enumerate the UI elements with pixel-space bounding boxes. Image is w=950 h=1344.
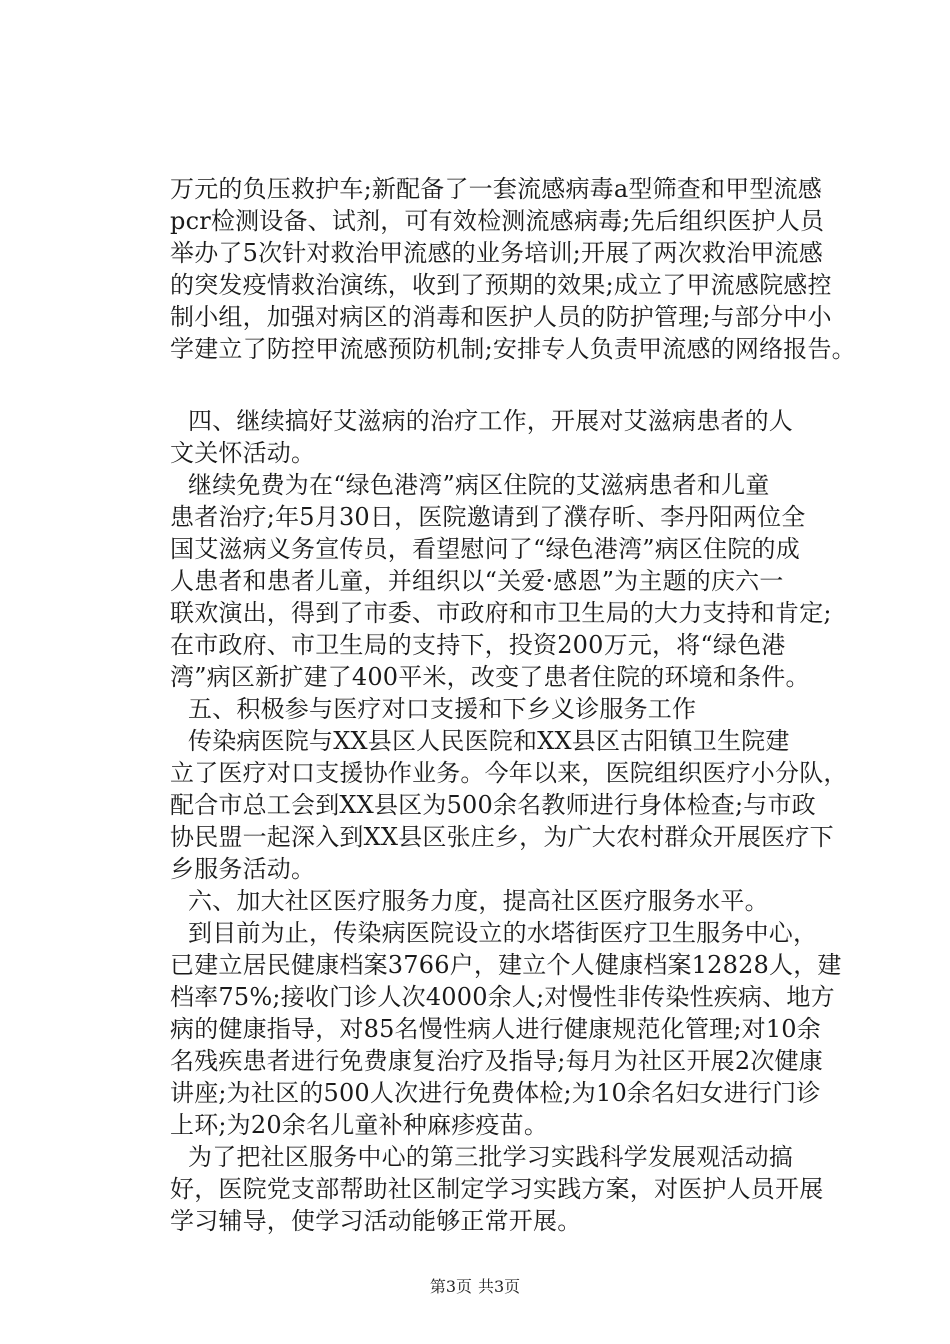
text-line: 配合市总工会到XX县区为500余名教师进行身体检查;与市政 bbox=[170, 791, 816, 819]
page-total: 共3页 bbox=[478, 1277, 521, 1296]
text-line: 学建立了防控甲流感预防机制;安排专人负责甲流感的网络报告。 bbox=[170, 335, 856, 363]
text-line: 文关怀活动。 bbox=[170, 439, 316, 467]
text-line: 已建立居民健康档案3766户，建立个人健康档案12828人，建 bbox=[170, 951, 842, 979]
text-line: 为了把社区服务中心的第三批学习实践科学发展观活动搞 bbox=[188, 1143, 793, 1171]
text-line: 到目前为止，传染病医院设立的水塔街医疗卫生服务中心， bbox=[188, 919, 818, 947]
text-line: 学习辅导，使学习活动能够正常开展。 bbox=[170, 1207, 582, 1235]
text-line: 湾”病区新扩建了400平米，改变了患者住院的环境和条件。 bbox=[170, 663, 810, 691]
text-line: 档率75%;接收门诊人次4000余人;对慢性非传染性疾病、地方 bbox=[170, 983, 835, 1011]
text-line: 立了医疗对口支援协作业务。今年以来，医院组织医疗小分队， bbox=[170, 759, 848, 787]
text-line: 传染病医院与XX县区人民医院和XX县区古阳镇卫生院建 bbox=[188, 727, 790, 755]
paragraph-gap bbox=[170, 365, 830, 405]
page-number: 第3页 bbox=[429, 1277, 472, 1296]
text-line: 国艾滋病义务宣传员，看望慰问了“绿色港湾”病区住院的成 bbox=[170, 535, 800, 563]
text-line: 好，医院党支部帮助社区制定学习实践方案，对医护人员开展 bbox=[170, 1175, 824, 1203]
text-line: 的突发疫情救治演练，收到了预期的效果;成立了甲流感院感控 bbox=[170, 271, 832, 299]
text-line: 制小组，加强对病区的消毒和医护人员的防护管理;与部分中小 bbox=[170, 303, 832, 331]
text-line: 在市政府、市卫生局的支持下，投资200万元，将“绿色港 bbox=[170, 631, 786, 659]
text-line: 五、积极参与医疗对口支援和下乡义诊服务工作 bbox=[188, 695, 697, 723]
page-footer bbox=[0, 1277, 950, 1297]
text-line: 举办了5次针对救治甲流感的业务培训;开展了两次救治甲流感 bbox=[170, 239, 823, 267]
text-line: 讲座;为社区的500人次进行免费体检;为10余名妇女进行门诊 bbox=[170, 1079, 821, 1107]
text-line: 继续免费为在“绿色港湾”病区住院的艾滋病患者和儿童 bbox=[188, 471, 770, 499]
paragraph bbox=[170, 725, 848, 885]
text-line: 上环;为20余名儿童补种麻疹疫苗。 bbox=[170, 1111, 549, 1139]
text-line: 病的健康指导，对85名慢性病人进行健康规范化管理;对10余 bbox=[170, 1015, 821, 1043]
section-heading bbox=[170, 693, 830, 725]
text-line: 协民盟一起深入到XX县区张庄乡，为广大农村群众开展医疗下 bbox=[170, 823, 834, 851]
text-line: 联欢演出，得到了市委、市政府和市卫生局的大力支持和肯定; bbox=[170, 599, 832, 627]
paragraph bbox=[170, 917, 842, 1141]
text-line: 四、继续搞好艾滋病的治疗工作，开展对艾滋病患者的人 bbox=[188, 407, 793, 435]
text-line: 乡服务活动。 bbox=[170, 855, 316, 883]
paragraph bbox=[170, 469, 830, 693]
text-line: 人患者和患者儿童，并组织以“关爱·感恩”为主题的庆六一 bbox=[170, 567, 784, 595]
section-heading bbox=[170, 885, 830, 917]
section-heading bbox=[170, 405, 830, 469]
text-line: pcr检测设备、试剂，可有效检测流感病毒;先后组织医护人员 bbox=[170, 207, 825, 235]
document-body bbox=[170, 173, 856, 1237]
text-line: 患者治疗;年5月30日，医院邀请到了濮存昕、李丹阳两位全 bbox=[170, 503, 806, 531]
text-line: 万元的负压救护车;新配备了一套流感病毒a型筛查和甲型流感 bbox=[170, 175, 822, 203]
paragraph bbox=[170, 1141, 830, 1237]
text-line: 六、加大社区医疗服务力度，提高社区医疗服务水平。 bbox=[188, 887, 769, 915]
text-line: 名残疾患者进行免费康复治疗及指导;每月为社区开展2次健康 bbox=[170, 1047, 823, 1075]
paragraph bbox=[170, 173, 856, 365]
